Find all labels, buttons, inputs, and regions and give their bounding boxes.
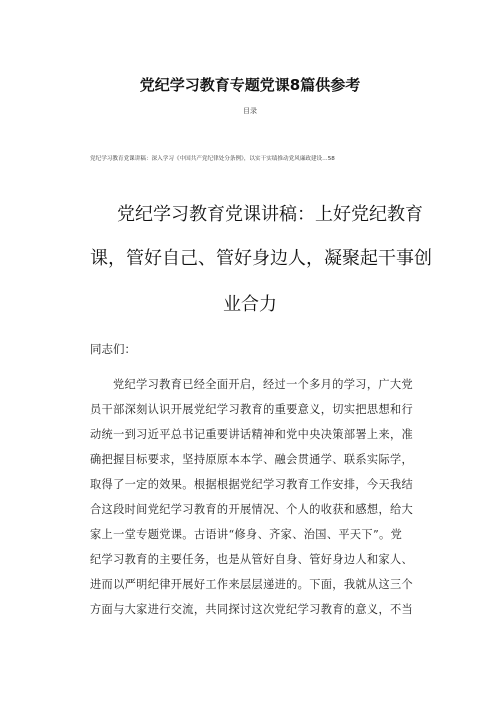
greeting: 同志们： [90,342,136,356]
section-title-line: 课，管好自己、管好身边人，凝聚起干事创 [90,248,432,269]
body-line: 方面与大家进行交流，共同探讨这次党纪学习教育的意义，不当 [90,603,414,616]
body-line: 纪学习教育的主要任务，也是从管好自身、管好身边人和家人、 [90,553,414,566]
toc-heading: 目录 [243,107,257,115]
document-title: 党纪学习教育专题党课8篇供参考 [139,76,361,94]
section-title-line: 党纪学习教育党课讲稿：上好党纪教育 [117,204,423,225]
body-line: 确把握目标要求，坚持原原本本学、融会贯通学、联系实际学， [90,453,414,466]
section-title-line: 业合力 [223,294,277,315]
body-line: 员干部深刻认识开展党纪学习教育的重要意义，切实把思想和行 [90,403,414,416]
toc-entry[interactable]: 党纪学习教育党课讲稿：深入学习《中国共产党纪律处分条例》，以实干实绩推动党风廉政建设…58 [90,156,335,162]
body-line: 取得了一定的效果。根据根据党纪学习教育工作安排，今天我结 [90,478,414,491]
body-line: 动统一到习近平总书记重要讲话精神和党中央决策部署上来，准 [90,428,414,441]
body-line: 进而以严明纪律开展好工作来层层递进的。下面，我就从这三个 [90,578,414,591]
body-line: 家上一堂专题党课。古语讲“修身、齐家、治国、平天下”。党 [90,528,403,541]
body-line: 合这段时间党纪学习教育的开展情况、个人的收获和感想，给大 [90,503,414,516]
body-line: 党纪学习教育已经全面开启，经过一个多月的学习，广大党 [113,378,413,391]
